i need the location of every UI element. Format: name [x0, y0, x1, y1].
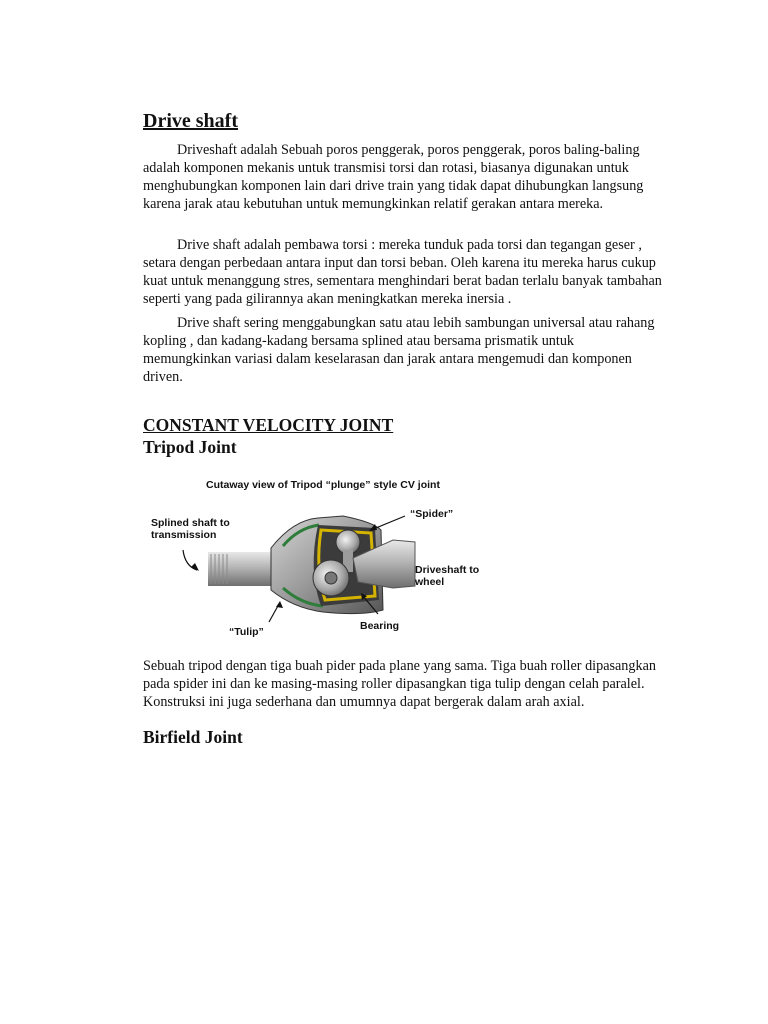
paragraph-2: Drive shaft adalah pembawa torsi : mereka tunduk pada torsi dan tegangan geser , setara dengan perbedaan antara input dan torsi beban. Oleh karena itu mereka harus cukup kuat untuk menanggung stres, sementara menghindari berat badan terlalu banyak tambahan seperti yang pada gilirannya akan meningkatkan mereka inersia . — [143, 237, 662, 307]
page-title: Drive shaft — [143, 110, 238, 132]
section-heading: CONSTANT VELOCITY JOINT — [143, 415, 394, 435]
tripod-description: Sebuah tripod dengan tiga buah pider pada plane yang sama. Tiga buah roller dipasangkan pada spider ini dan ke masing-masing roller dipasangkan tiga tulip dengan celah paralel. Konstruksi ini juga sederhana dan umumnya dapat bergerak dalam arah axial. — [143, 658, 656, 710]
figure-caption: Cutaway view of Tripod “plunge” style CV joint — [206, 479, 440, 491]
label-driveshaft: Driveshaft to wheel — [415, 564, 480, 588]
label-bearing: Bearing — [360, 620, 400, 632]
cv-joint-figure — [143, 470, 503, 645]
label-spider: “Spider” — [410, 508, 454, 520]
paragraph-3: Drive shaft sering menggabungkan satu atau lebih sambungan universal atau rahang kopling , dan kadang-kadang bersama splined atau bersama prismatik untuk memungkinkan variasi dalam keselarasan dan jarak antara mengemudi dan komponen driven. — [143, 315, 655, 385]
subheading-tripod-joint: Tripod Joint — [143, 437, 237, 457]
label-tulip: “Tulip” — [229, 626, 264, 638]
subheading-birfield-joint: Birfield Joint — [143, 727, 243, 747]
label-splined-shaft: Splined shaft to transmission — [151, 517, 230, 541]
cv-joint-illustration — [143, 470, 503, 645]
paragraph-1: Driveshaft adalah Sebuah poros penggerak, poros penggerak, poros baling-baling adalah komponen mekanis untuk transmisi torsi dan rotasi, biasanya digunakan untuk menghubungkan komponen lain dari drive train yang tidak dapat dihubungkan langsung karena jarak atau kebutuhan untuk memungkinkan relatif gerakan antara mereka. — [143, 142, 644, 212]
